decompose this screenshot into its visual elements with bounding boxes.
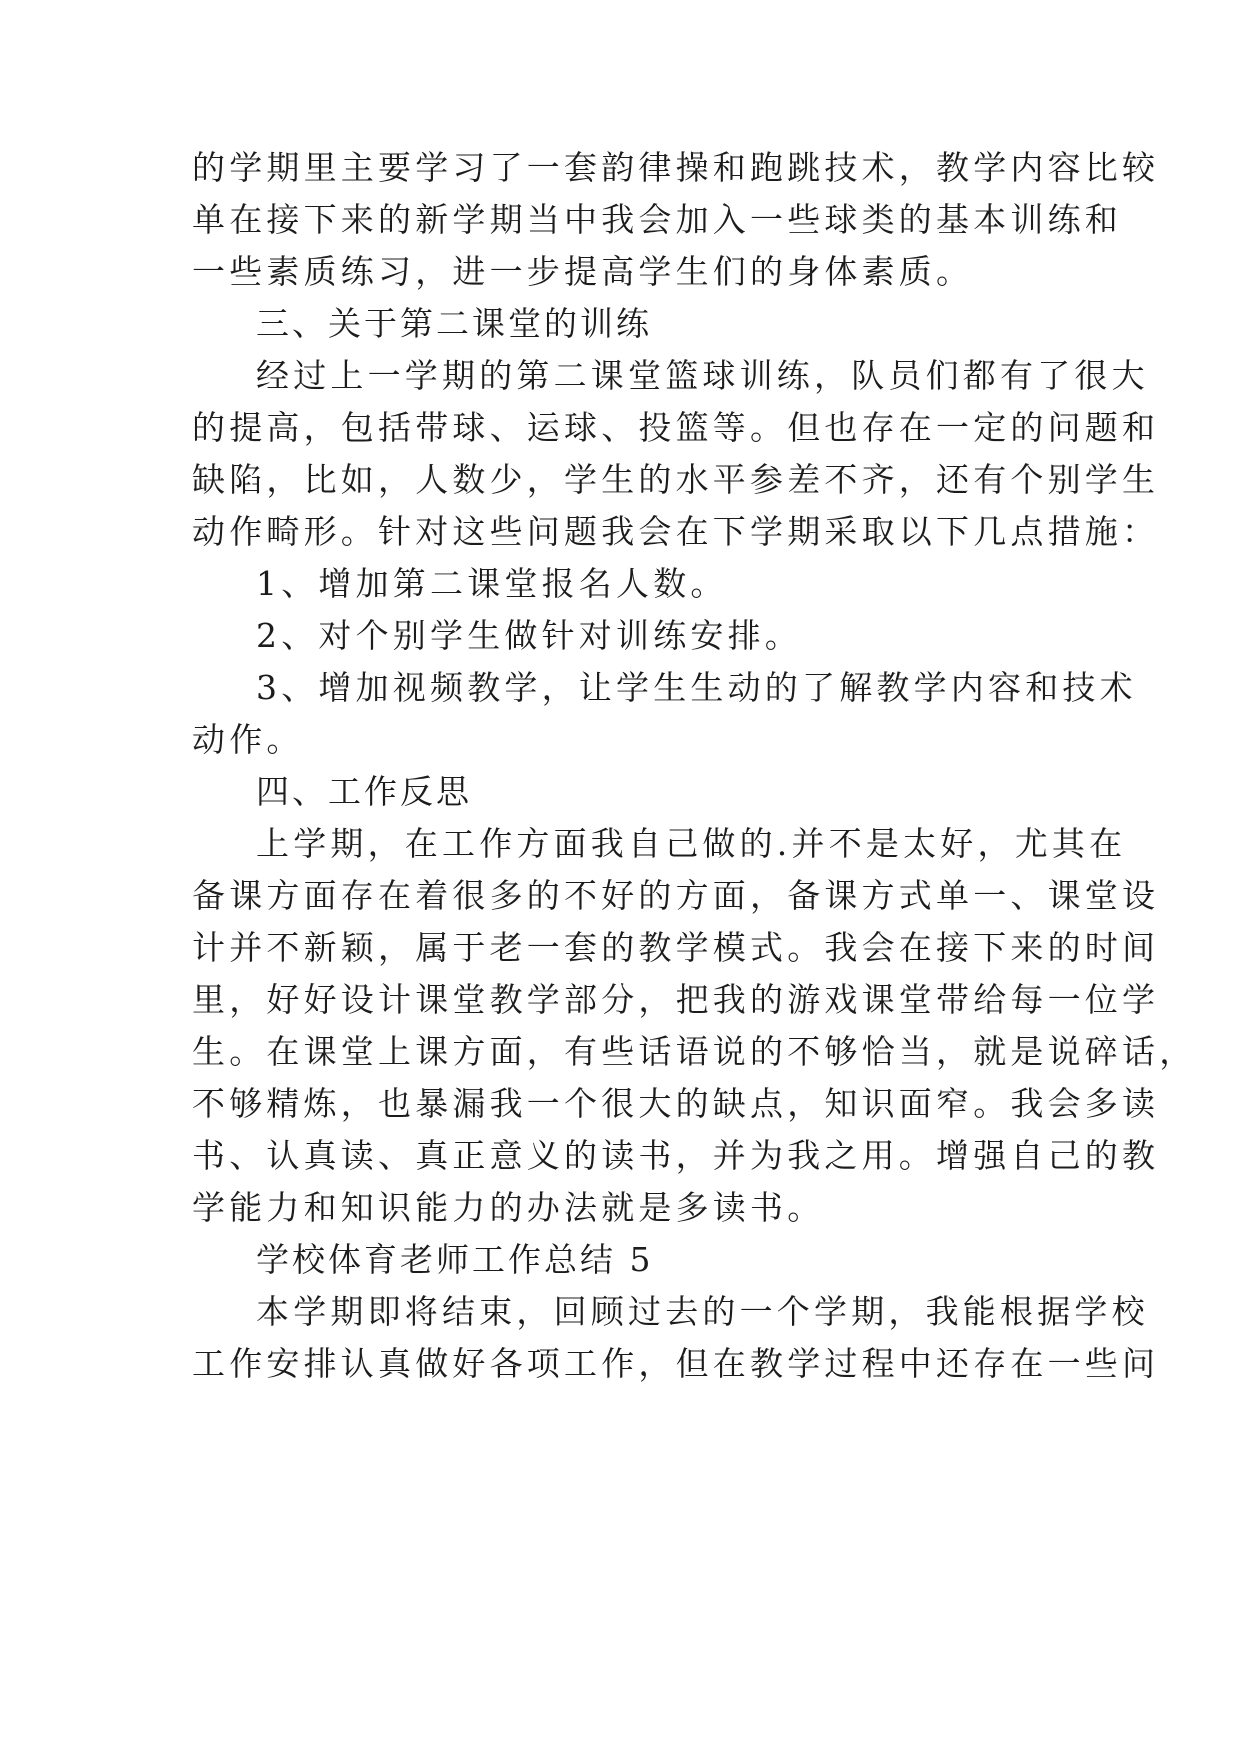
paragraph-line: 的学期里主要学习了一套韵律操和跑跳技术，教学内容比较 xyxy=(192,148,1160,187)
paragraph-line: 里，好好设计课堂教学部分，把我的游戏课堂带给每一位学 xyxy=(192,980,1160,1019)
paragraph-line: 备课方面存在着很多的不好的方面，备课方式单一、课堂设 xyxy=(192,876,1160,915)
paragraph-line: 单在接下来的新学期当中我会加入一些球类的基本训练和 xyxy=(192,200,1122,239)
paragraph-line: 经过上一学期的第二课堂篮球训练，队员们都有了很大 xyxy=(256,356,1149,395)
section-heading: 学校体育老师工作总结 5 xyxy=(256,1240,654,1279)
paragraph-line: 动作畸形。针对这些问题我会在下学期采取以下几点措施： xyxy=(192,512,1160,551)
list-item: 1、增加第二课堂报名人数。 xyxy=(256,564,728,603)
paragraph-line: 书、认真读、真正意义的读书，并为我之用。增强自己的教 xyxy=(192,1136,1160,1175)
paragraph-line: 不够精炼，也暴漏我一个很大的缺点，知识面窄。我会多读 xyxy=(192,1084,1160,1123)
paragraph-line: 的提高，包括带球、运球、投篮等。但也存在一定的问题和 xyxy=(192,408,1160,447)
paragraph-line: 计并不新颖，属于老一套的教学模式。我会在接下来的时间 xyxy=(192,928,1160,967)
list-item: 3、增加视频教学，让学生生动的了解教学内容和技术 xyxy=(256,668,1137,707)
section-heading: 三、关于第二课堂的训练 xyxy=(256,304,652,343)
paragraph-line: 上学期，在工作方面我自己做的.并不是太好，尤其在 xyxy=(256,824,1127,863)
section-heading: 四、工作反思 xyxy=(256,772,472,811)
paragraph-line: 本学期即将结束，回顾过去的一个学期，我能根据学校 xyxy=(256,1292,1149,1331)
list-item: 2、对个别学生做针对训练安排。 xyxy=(256,616,802,655)
paragraph-line: 动作。 xyxy=(192,720,304,759)
paragraph-line: 缺陷，比如，人数少，学生的水平参差不齐，还有个别学生 xyxy=(192,460,1160,499)
paragraph-line: 一些素质练习，进一步提高学生们的身体素质。 xyxy=(192,252,974,291)
paragraph-line: 生。在课堂上课方面，有些话语说的不够恰当，就是说碎话， xyxy=(192,1032,1197,1071)
paragraph-line: 工作安排认真做好各项工作，但在教学过程中还存在一些问 xyxy=(192,1344,1160,1383)
paragraph-line: 学能力和知识能力的办法就是多读书。 xyxy=(192,1188,825,1227)
